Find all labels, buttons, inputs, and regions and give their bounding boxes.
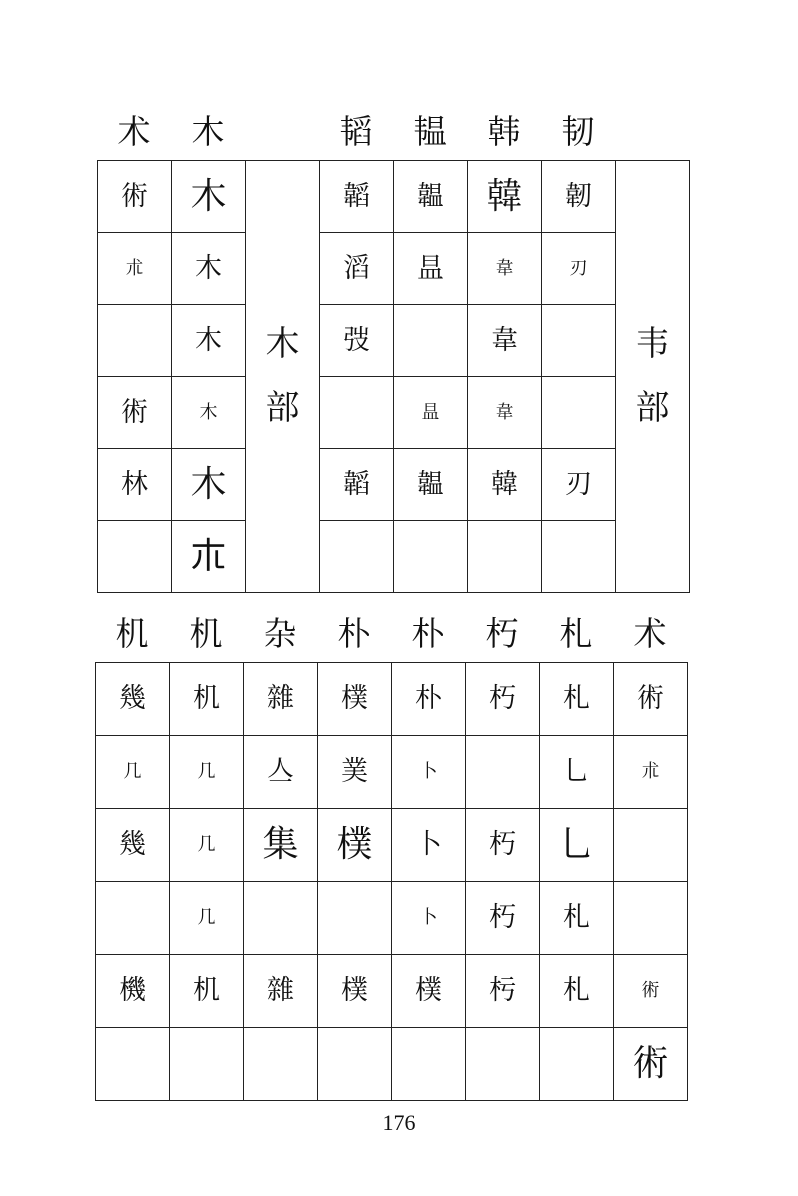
glyph-cell: 亼 [244,736,318,809]
glyph-cell: 朽 [466,809,540,882]
glyph-cell: 術 [98,377,172,449]
glyph-cell: 朽 [466,882,540,955]
glyph-cell: 樸 [318,663,392,736]
glyph-cell [542,377,616,449]
radical-label-char: 部 [635,387,670,428]
glyph-cell [614,882,688,955]
glyph-cell [318,882,392,955]
glyph-cell: 刃 [542,449,616,521]
glyph-cell: 卜 [392,809,466,882]
column-header: 韩 [487,112,521,151]
radical-label-wood [246,161,320,593]
glyph-cell: 木 [172,161,246,233]
glyph-cell [542,521,616,593]
glyph-cell [392,1028,466,1101]
glyph-cell: 朮 [98,233,172,305]
column-header: 机 [115,614,149,653]
glyph-cell: 韜 [320,161,394,233]
radical-label-char: 木 [265,324,300,365]
glyph-cell: 韓 [468,161,542,233]
glyph-cell [466,1028,540,1101]
glyph-cell: 集 [244,809,318,882]
glyph-cell: 卜 [392,882,466,955]
glyph-cell [244,882,318,955]
column-header: 术 [633,614,667,653]
glyph-cell: 機 [96,955,170,1028]
glyph-cell [170,1028,244,1101]
glyph-cell: 朮 [614,736,688,809]
glyph-cell: 几 [170,736,244,809]
column-header: 韬 [339,112,373,151]
glyph-cell: 韓 [468,449,542,521]
page-number: 176 [382,1110,416,1135]
column-header: 韫 [413,112,447,151]
glyph-cell: 幾 [96,809,170,882]
glyph-cell: 木 [172,233,246,305]
glyph-cell: 卜 [392,736,466,809]
top-seal-script-table [97,160,690,593]
glyph-cell [320,377,394,449]
glyph-cell [96,1028,170,1101]
glyph-cell: 木 [172,449,246,521]
column-header: 机 [189,614,223,653]
column-header: 朴 [337,614,371,653]
glyph-cell: 韋 [468,377,542,449]
glyph-cell [614,809,688,882]
glyph-cell: 菐 [318,736,392,809]
column-header: 朴 [411,614,445,653]
glyph-cell [468,521,542,593]
glyph-cell: 昷 [394,233,468,305]
glyph-cell: 韜 [320,449,394,521]
glyph-cell: 術 [614,1028,688,1101]
glyph-cell: 乚 [540,736,614,809]
glyph-cell: 韞 [394,161,468,233]
glyph-cell: 机 [170,955,244,1028]
glyph-cell [394,305,468,377]
glyph-cell: 几 [170,809,244,882]
glyph-cell [394,521,468,593]
column-header: 杂 [263,614,297,653]
glyph-cell: 札 [540,882,614,955]
column-header: 木 [191,112,225,151]
glyph-cell: 木 [172,305,246,377]
glyph-cell: 雜 [244,955,318,1028]
glyph-cell: 𣎳 [172,521,246,593]
glyph-cell: 刃 [542,233,616,305]
radical-label-wei [616,161,690,593]
glyph-cell: 朴 [392,663,466,736]
glyph-cell [318,1028,392,1101]
column-header: 术 [117,112,151,151]
glyph-cell: 術 [614,955,688,1028]
glyph-cell: 韞 [394,449,468,521]
column-header: 韧 [561,112,595,151]
glyph-cell [540,1028,614,1101]
glyph-cell: 幾 [96,663,170,736]
glyph-cell [466,736,540,809]
glyph-cell: 韋 [468,305,542,377]
radical-label-char: 韦 [635,324,670,365]
glyph-cell: 乚 [540,809,614,882]
glyph-cell [96,882,170,955]
glyph-cell [542,305,616,377]
glyph-cell: 朽 [466,663,540,736]
glyph-cell: 樸 [318,955,392,1028]
glyph-cell: 几 [170,882,244,955]
glyph-cell: 几 [96,736,170,809]
glyph-cell: 樸 [392,955,466,1028]
glyph-cell: 林 [98,449,172,521]
glyph-cell: 韋 [468,233,542,305]
glyph-cell: 滔 [320,233,394,305]
column-header: 朽 [485,614,519,653]
glyph-cell: 札 [540,955,614,1028]
glyph-cell: 樸 [318,809,392,882]
glyph-cell [98,305,172,377]
glyph-cell [320,521,394,593]
glyph-cell: 札 [540,663,614,736]
glyph-cell: 昷 [394,377,468,449]
glyph-cell: 弢 [320,305,394,377]
glyph-cell: 机 [170,663,244,736]
bottom-seal-script-table [95,662,688,1101]
glyph-cell: 術 [98,161,172,233]
column-header: 札 [559,614,593,653]
glyph-cell [244,1028,318,1101]
glyph-cell [98,521,172,593]
radical-label-char: 部 [265,387,300,428]
glyph-cell: 術 [614,663,688,736]
glyph-cell: 韌 [542,161,616,233]
glyph-cell: 杇 [466,955,540,1028]
glyph-cell: 木 [172,377,246,449]
glyph-cell: 雜 [244,663,318,736]
